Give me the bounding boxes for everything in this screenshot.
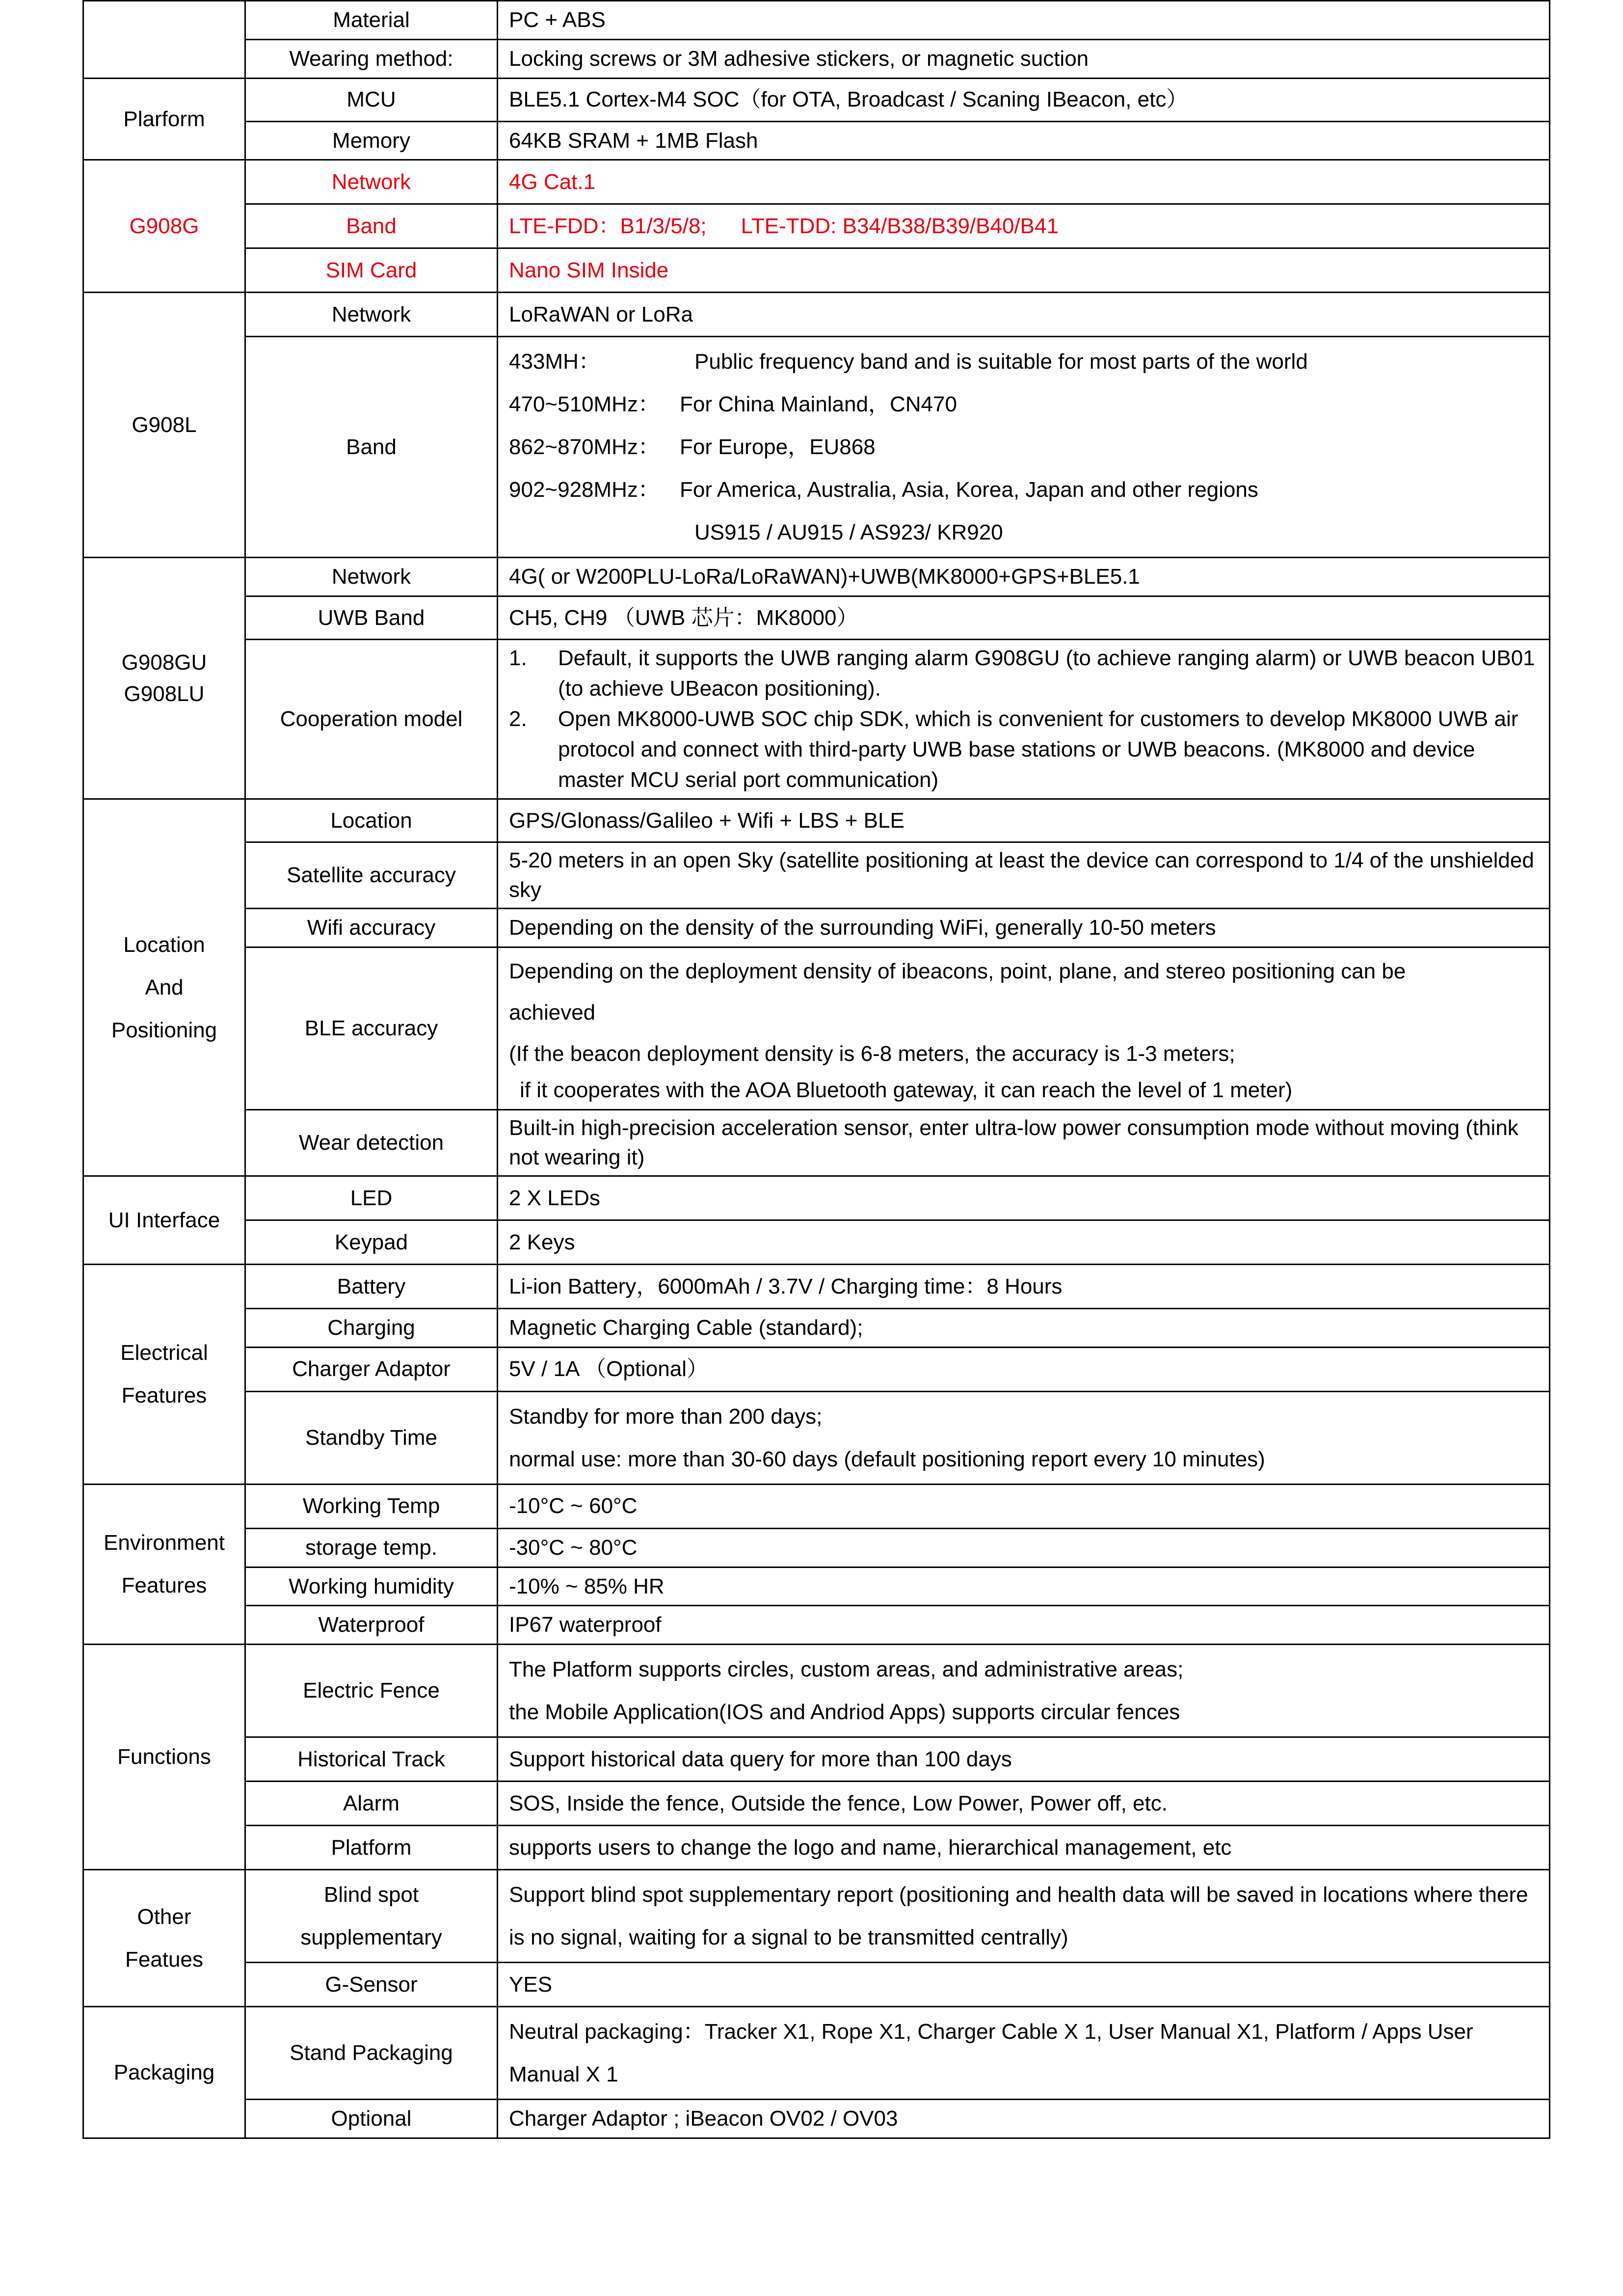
label-material: Material: [245, 1, 498, 40]
value-band-g908g: [498, 204, 1550, 248]
value-waterproof: IP67 waterproof: [498, 1606, 1550, 1645]
label-g-sensor: G-Sensor: [245, 1963, 498, 2007]
table-row: [83, 558, 1550, 596]
label-wear-detection: Wear detection: [245, 1109, 498, 1176]
category-ui-interface: UI Interface: [83, 1176, 245, 1264]
table-row: [83, 1391, 1550, 1484]
table-row: [83, 1737, 1550, 1782]
label-wifi-accuracy: Wifi accuracy: [245, 909, 498, 947]
label-standby-time: Standby Time: [245, 1391, 498, 1484]
label-network-g908gu: Network: [245, 558, 498, 596]
label-platform-function: Platform: [245, 1826, 498, 1870]
table-row: [83, 1484, 1550, 1528]
value-led: 2 X LEDs: [498, 1176, 1550, 1220]
category-functions: Functions: [83, 1645, 245, 1870]
table-row: [83, 121, 1550, 160]
table-row: [83, 1782, 1550, 1826]
category-g908gu-line1: G908GU: [121, 650, 207, 675]
value-blind-spot: Support blind spot supplementary report (positioning and health data will be saved in locations where there is no signal, waiting for a signal to be transmitted centrally): [498, 1870, 1550, 1963]
value-cooperation-model: [498, 640, 1550, 799]
label-working-humidity: Working humidity: [245, 1567, 498, 1606]
category-other: Other Featues: [83, 1870, 245, 2007]
value-optional: Charger Adaptor ; iBeacon OV02 / OV03: [498, 2100, 1550, 2138]
value-mcu: BLE5.1 Cortex-M4 SOC（for OTA, Broadcast / Scaning IBeacon, etc）: [498, 78, 1550, 121]
table-row: [83, 1308, 1550, 1347]
table-row: [83, 1645, 1550, 1737]
label-electric-fence: Electric Fence: [245, 1645, 498, 1737]
label-mcu: MCU: [245, 78, 498, 121]
value-wear-detection: Built-in high-precision acceleration sensor, enter ultra-low power consumption mode without moving (think not wearing it): [498, 1109, 1550, 1176]
table-row: [83, 1870, 1550, 1963]
category-location: Location And Positioning: [83, 799, 245, 1176]
category-platform: Plarform: [83, 78, 245, 160]
value-material: PC + ABS: [498, 1, 1550, 40]
value-g-sensor: YES: [498, 1963, 1550, 2007]
label-network-g908g: Network: [245, 160, 498, 204]
table-row: [83, 640, 1550, 799]
list-item: 2. Open MK8000-UWB SOC chip SDK, which is convenient for customers to develop MK8000 UWB air protocol and connect with third-party UWB base stations or UWB beacons. (MK8000 and device master MCU serial port communication): [509, 707, 1518, 792]
table-row: [83, 1, 1550, 40]
value-standby-time: Standby for more than 200 days; normal use: more than 30-60 days (default positioning report every 10 minutes): [498, 1391, 1550, 1484]
table-row: [83, 1220, 1550, 1264]
label-cooperation-model: Cooperation model: [245, 640, 498, 799]
label-wearing-method: Wearing method:: [245, 39, 498, 78]
label-working-temp: Working Temp: [245, 1484, 498, 1528]
category-g908gu-line2: G908LU: [124, 681, 205, 706]
category-electrical: Electrical Features: [83, 1264, 245, 1484]
category-g908g: G908G: [83, 160, 245, 293]
table-row: [83, 799, 1550, 842]
label-stand-packaging: Stand Packaging: [245, 2007, 498, 2100]
table-row: [83, 1528, 1550, 1567]
table-row: [83, 1567, 1550, 1606]
value-battery: Li-ion Battery，6000mAh / 3.7V / Charging time：8 Hours: [498, 1264, 1550, 1308]
table-row: [83, 204, 1550, 248]
table-row: [83, 1347, 1550, 1391]
label-ble-accuracy: BLE accuracy: [245, 947, 498, 1109]
label-charger-adaptor: Charger Adaptor: [245, 1347, 498, 1391]
value-keypad: 2 Keys: [498, 1220, 1550, 1264]
label-location: Location: [245, 799, 498, 842]
spec-table: [82, 0, 1550, 2139]
value-working-temp: -10°C ~ 60°C: [498, 1484, 1550, 1528]
value-wearing-method: Locking screws or 3M adhesive stickers, or magnetic suction: [498, 39, 1550, 78]
value-storage-temp: -30°C ~ 80°C: [498, 1528, 1550, 1567]
label-alarm: Alarm: [245, 1782, 498, 1826]
table-row: [83, 1176, 1550, 1220]
value-electric-fence: The Platform supports circles, custom areas, and administrative areas; the Mobile Application(IOS and Andriod Apps) supports circular fences: [498, 1645, 1550, 1737]
value-historical-track: Support historical data query for more than 100 days: [498, 1737, 1550, 1782]
table-row: [83, 2100, 1550, 2138]
value-platform-function: supports users to change the logo and name, hierarchical management, etc: [498, 1826, 1550, 1870]
table-row: [83, 1264, 1550, 1308]
value-ble-accuracy: Depending on the deployment density of ibeacons, point, plane, and stereo positioning can be achieved (If the beacon deployment density is 6-8 meters, the accuracy is 1-3 meters; if it cooperates with the AOA Bluetooth gateway, it can reach the level of 1 meter): [498, 947, 1550, 1109]
value-network-g908g: 4G Cat.1: [498, 160, 1550, 204]
value-alarm: SOS, Inside the fence, Outside the fence, Low Power, Power off, etc.: [498, 1782, 1550, 1826]
table-row: [83, 337, 1550, 558]
category-environment: Environment Features: [83, 1484, 245, 1644]
label-sim-card: SIM Card: [245, 248, 498, 293]
label-satellite-accuracy: Satellite accuracy: [245, 842, 498, 909]
value-charger-adaptor: 5V / 1A （Optional）: [498, 1347, 1550, 1391]
table-row: [83, 909, 1550, 947]
category-packaging: Packaging: [83, 2007, 245, 2138]
label-battery: Battery: [245, 1264, 498, 1308]
band-extra: US915 / AU915 / AS923/ KR920: [694, 520, 1003, 545]
category-g908gu: [83, 558, 245, 799]
table-row: [83, 248, 1550, 293]
table-row: [83, 1606, 1550, 1645]
table-row: [83, 293, 1550, 337]
table-row: [83, 947, 1550, 1109]
label-band-g908l: Band: [245, 337, 498, 558]
label-band-g908g: Band: [245, 204, 498, 248]
value-band-g908l: [498, 337, 1550, 558]
label-historical-track: Historical Track: [245, 1737, 498, 1782]
value-memory: 64KB SRAM + 1MB Flash: [498, 121, 1550, 160]
table-row: [83, 842, 1550, 909]
value-stand-packaging: Neutral packaging：Tracker X1, Rope X1, Charger Cable X 1, User Manual X1, Platform / Apps User Manual X 1: [498, 2007, 1550, 2100]
band-line: 902~928MHz： For America, Australia, Asia, Korea, Japan and other regions: [509, 478, 1258, 502]
value-charging: Magnetic Charging Cable (standard);: [498, 1308, 1550, 1347]
band-line: 862~870MHz： For Europe，EU868: [509, 435, 876, 459]
table-row: [83, 596, 1550, 640]
table-row: [83, 1109, 1550, 1176]
value-sim-card: Nano SIM Inside: [498, 248, 1550, 293]
table-row: [83, 1963, 1550, 2007]
label-blind-spot: Blind spot supplementary: [245, 1870, 498, 1963]
table-row: [83, 78, 1550, 121]
value-uwb-band: CH5, CH9 （UWB 芯片：MK8000）: [498, 596, 1550, 640]
value-network-g908gu: 4G( or W200PLU-LoRa/LoRaWAN)+UWB(MK8000+GPS+BLE5.1: [498, 558, 1550, 596]
band-line: 470~510MHz： For China Mainland，CN470: [509, 392, 957, 417]
label-led: LED: [245, 1176, 498, 1220]
value-satellite-accuracy: 5-20 meters in an open Sky (satellite positioning at least the device can correspond to 1/4 of the unshielded sky: [498, 842, 1550, 909]
list-item: 1. Default, it supports the UWB ranging alarm G908GU (to achieve ranging alarm) or UWB beacon UB01 (to achieve UBeacon positioning).: [509, 646, 1535, 701]
band-tdd: LTE-TDD: B34/B38/B39/B40/B41: [741, 214, 1059, 238]
table-row: [83, 160, 1550, 204]
table-row: [83, 1826, 1550, 1870]
value-working-humidity: -10% ~ 85% HR: [498, 1567, 1550, 1606]
table-row: [83, 39, 1550, 78]
label-waterproof: Waterproof: [245, 1606, 498, 1645]
table-row: [83, 2007, 1550, 2100]
category-g908l: G908L: [83, 293, 245, 558]
label-uwb-band: UWB Band: [245, 596, 498, 640]
band-line: 433MH： Public frequency band and is suitable for most parts of the world: [509, 350, 1308, 374]
label-storage-temp: storage temp.: [245, 1528, 498, 1567]
label-optional: Optional: [245, 2100, 498, 2138]
band-fdd: LTE-FDD：B1/3/5/8;: [509, 214, 707, 238]
value-wifi-accuracy: Depending on the density of the surrounding WiFi, generally 10-50 meters: [498, 909, 1550, 947]
label-network-g908l: Network: [245, 293, 498, 337]
label-charging: Charging: [245, 1308, 498, 1347]
label-memory: Memory: [245, 121, 498, 160]
value-location: GPS/Glonass/Galileo + Wifi + LBS + BLE: [498, 799, 1550, 842]
category-cell-blank: [83, 1, 245, 79]
label-keypad: Keypad: [245, 1220, 498, 1264]
value-network-g908l: LoRaWAN or LoRa: [498, 293, 1550, 337]
